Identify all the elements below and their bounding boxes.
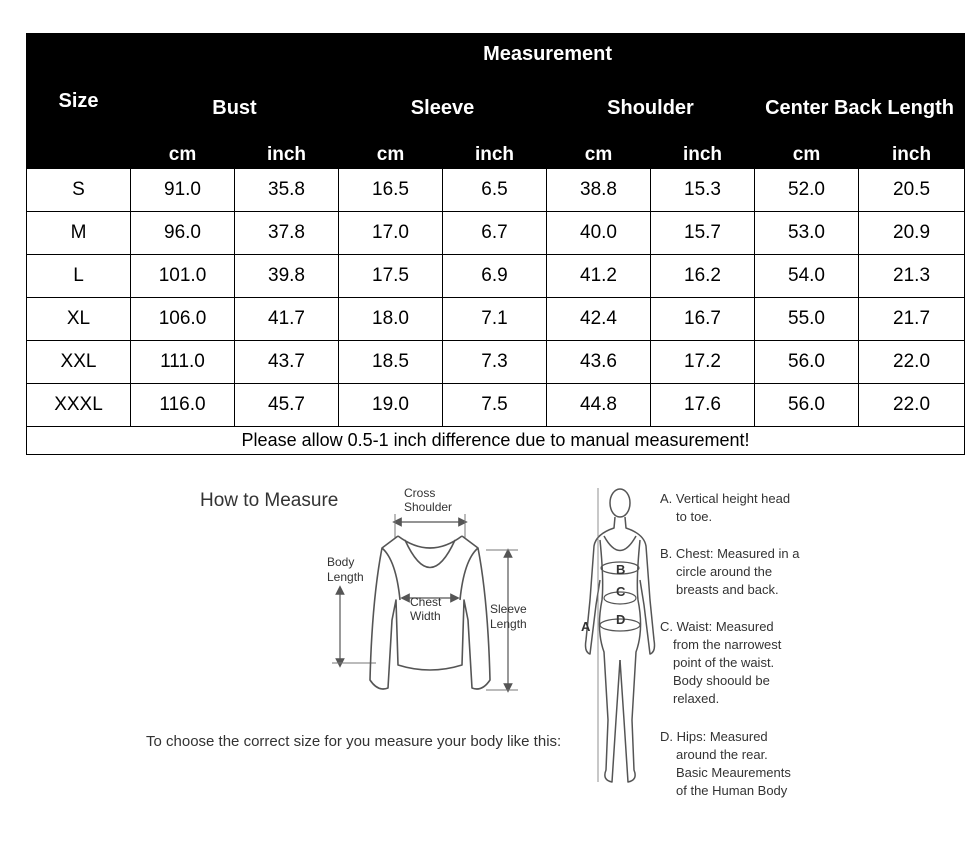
value-cell: 56.0 — [755, 384, 859, 427]
value-cell: 22.0 — [859, 341, 965, 384]
letter-d: D — [616, 612, 626, 627]
size-cell: L — [27, 255, 131, 298]
table-header — [27, 34, 965, 169]
note-c-line-1: C. Waist: Measured — [660, 619, 774, 634]
value-cell: 44.8 — [547, 384, 651, 427]
note-c-line-2: from the narrowest — [673, 637, 782, 652]
value-cell: 15.3 — [651, 169, 755, 212]
size-cell: S — [27, 169, 131, 212]
size-cell: M — [27, 212, 131, 255]
value-cell: 17.5 — [339, 255, 443, 298]
value-cell: 43.6 — [547, 341, 651, 384]
letter-b: B — [616, 562, 626, 577]
human-body-icon — [586, 489, 655, 782]
note-d-line-3: Basic Meaurements — [676, 765, 791, 780]
value-cell: 18.5 — [339, 341, 443, 384]
value-cell: 17.2 — [651, 341, 755, 384]
value-cell: 15.7 — [651, 212, 755, 255]
body-length-label-2: Length — [327, 570, 364, 584]
value-cell: 111.0 — [131, 341, 235, 384]
table-row — [27, 298, 965, 341]
value-cell: 21.7 — [859, 298, 965, 341]
value-cell: 53.0 — [755, 212, 859, 255]
value-cell: 20.9 — [859, 212, 965, 255]
value-cell: 6.7 — [443, 212, 547, 255]
value-cell: 7.5 — [443, 384, 547, 427]
center-back-length-header: Center Back Length — [755, 76, 965, 141]
bust-header: Bust — [131, 76, 339, 141]
value-cell: 7.3 — [443, 341, 547, 384]
chest-width-label-2: Width — [410, 609, 441, 623]
size-header: Size — [27, 34, 131, 169]
value-cell: 22.0 — [859, 384, 965, 427]
value-cell: 19.0 — [339, 384, 443, 427]
unit-header: inch — [651, 141, 755, 169]
note-b-line-1: B. Chest: Measured in a — [660, 546, 800, 561]
note-d-line-1: D. Hips: Measured — [660, 729, 768, 744]
body-length-label-1: Body — [327, 555, 355, 569]
table-row — [27, 384, 965, 427]
note-c-line-3: point of the waist. — [673, 655, 775, 670]
value-cell: 39.8 — [235, 255, 339, 298]
size-cell: XL — [27, 298, 131, 341]
measurement-note: Please allow 0.5-1 inch difference due to manual measurement! — [27, 427, 965, 455]
cross-shoulder-label-1: Cross — [404, 486, 436, 500]
instruction-text: To choose the correct size for you measure your body like this: — [146, 733, 562, 750]
value-cell: 101.0 — [131, 255, 235, 298]
table-row — [27, 212, 965, 255]
unit-header: inch — [443, 141, 547, 169]
value-cell: 37.8 — [235, 212, 339, 255]
how-to-measure-illustration — [0, 470, 980, 848]
size-cell: XXXL — [27, 384, 131, 427]
value-cell: 45.7 — [235, 384, 339, 427]
unit-header: inch — [859, 141, 965, 169]
value-cell: 52.0 — [755, 169, 859, 212]
note-d-line-2: around the rear. — [676, 747, 768, 762]
value-cell: 7.1 — [443, 298, 547, 341]
sleeve-header: Sleeve — [339, 76, 547, 141]
value-cell: 56.0 — [755, 341, 859, 384]
value-cell: 43.7 — [235, 341, 339, 384]
table-body — [27, 169, 965, 455]
note-row — [27, 427, 965, 455]
unit-header: cm — [339, 141, 443, 169]
value-cell: 21.3 — [859, 255, 965, 298]
unit-header: cm — [547, 141, 651, 169]
note-a-line-1: A. Vertical height head — [660, 491, 791, 506]
value-cell: 40.0 — [547, 212, 651, 255]
value-cell: 42.4 — [547, 298, 651, 341]
unit-header: cm — [131, 141, 235, 169]
value-cell: 6.5 — [443, 169, 547, 212]
value-cell: 41.2 — [547, 255, 651, 298]
value-cell: 38.8 — [547, 169, 651, 212]
cross-shoulder-label-2: Shoulder — [404, 500, 453, 514]
table-row — [27, 341, 965, 384]
note-c-line-4: Body shoould be — [673, 673, 770, 688]
note-b-line-3: breasts and back. — [676, 582, 779, 597]
table-row — [27, 169, 965, 212]
value-cell: 35.8 — [235, 169, 339, 212]
note-b-line-2: circle around the — [676, 564, 773, 579]
unit-header: cm — [755, 141, 859, 169]
value-cell: 6.9 — [443, 255, 547, 298]
value-cell: 17.6 — [651, 384, 755, 427]
value-cell: 17.0 — [339, 212, 443, 255]
value-cell: 41.7 — [235, 298, 339, 341]
letter-a: A — [581, 619, 591, 634]
value-cell: 91.0 — [131, 169, 235, 212]
measurement-header: Measurement — [131, 34, 965, 76]
value-cell: 16.5 — [339, 169, 443, 212]
size-chart-table — [26, 33, 965, 455]
value-cell: 106.0 — [131, 298, 235, 341]
value-cell: 18.0 — [339, 298, 443, 341]
value-cell: 16.2 — [651, 255, 755, 298]
value-cell: 54.0 — [755, 255, 859, 298]
note-d-line-4: of the Human Body — [676, 783, 788, 798]
sleeve-length-label-2: Length — [490, 617, 527, 631]
shoulder-header: Shoulder — [547, 76, 755, 141]
unit-header: inch — [235, 141, 339, 169]
how-to-measure-title: How to Measure — [200, 490, 339, 511]
value-cell: 55.0 — [755, 298, 859, 341]
sleeve-length-label-1: Sleeve — [490, 602, 527, 616]
note-c-line-5: relaxed. — [673, 691, 720, 706]
letter-c: C — [616, 584, 626, 599]
value-cell: 96.0 — [131, 212, 235, 255]
chest-width-label-1: Chest — [410, 595, 442, 609]
table-row — [27, 255, 965, 298]
size-cell: XXL — [27, 341, 131, 384]
value-cell: 20.5 — [859, 169, 965, 212]
note-a-line-2: to toe. — [676, 509, 713, 524]
value-cell: 116.0 — [131, 384, 235, 427]
value-cell: 16.7 — [651, 298, 755, 341]
